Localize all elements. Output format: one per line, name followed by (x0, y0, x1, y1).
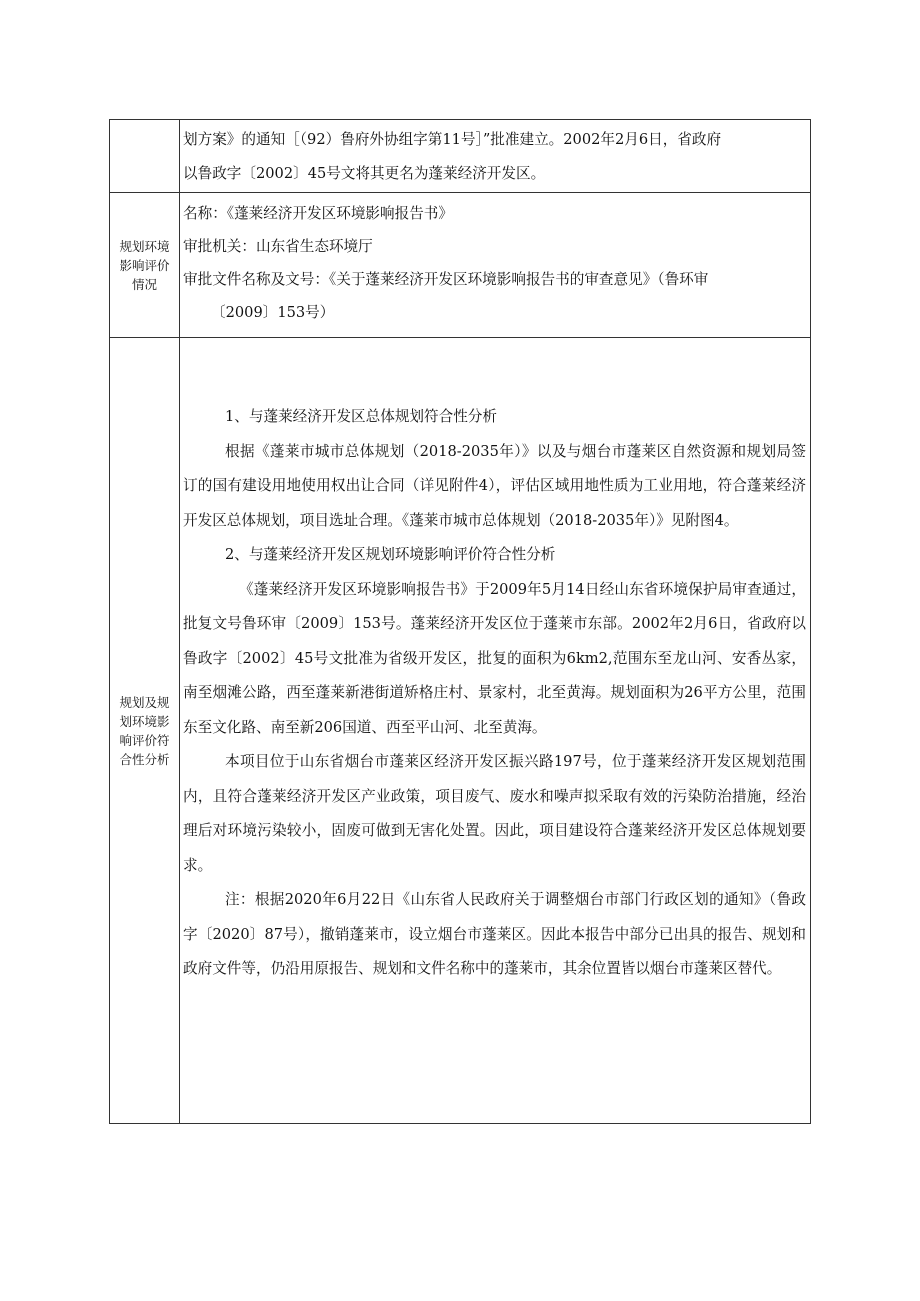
eia-approval-authority: 审批机关：山东省生态环境厅 (183, 238, 373, 255)
compliance-analysis-label: 规划及规划环境影响评价符合性分析 (110, 338, 180, 1124)
section-heading-1: 1、与蓬莱经济开发区总体规划符合性分析 (225, 408, 497, 425)
establishment-line-2: 以鲁政字〔2002〕45号文将其更名为蓬莱经济开发区。 (183, 165, 546, 182)
section-heading-2: 2、与蓬莱经济开发区规划环境影响评价符合性分析 (225, 546, 556, 563)
paragraph-master-plan: 根据《蓬莱市城市总体规划（2018-2035年）》以及与烟台市蓬莱区自然资源和规划局签订的国有建设用地使用权出让合同（详见附件4），评估区域用地性质为工业用地，符合蓬莱经济开发区总体规划，项目选址合理。《蓬莱市城市总体规划（2018-2035年）》见附图4。 (183, 442, 806, 529)
paragraph-note: 注：根据2020年6月22日《山东省人民政府关于调整烟台市部门行政区划的通知》（鲁政字〔2020〕87号），撤销蓬莱市，设立烟台市蓬莱区。因此本报告中部分已出具的报告、规划和政府文件等，仍沿用原报告、规划和文件名称中的蓬莱市，其余位置皆以烟台市蓬莱区替代。 (183, 891, 806, 977)
table-row-compliance-analysis (110, 338, 811, 1124)
compliance-analysis-content (180, 338, 811, 1124)
table-row-establishment (110, 120, 811, 193)
eia-status-content (180, 193, 811, 338)
document-table (109, 119, 811, 1124)
eia-approval-doc-line-1: 审批文件名称及文号：《关于蓬莱经济开发区环境影响报告书的审查意见》（鲁环审 (183, 271, 709, 288)
establishment-content (180, 120, 811, 193)
eia-status-label: 规划环境影响评价情况 (110, 193, 180, 338)
table-row-eia-status (110, 193, 811, 338)
establishment-line-1: 划方案》的通知［（92）鲁府外协组字第11号］”批准建立。2002年2月6日，省政府 (183, 131, 722, 148)
eia-report-name: 名称：《蓬莱经济开发区环境影响报告书》 (183, 205, 453, 222)
row-label-empty (110, 120, 180, 193)
paragraph-project-location: 本项目位于山东省烟台市蓬莱区经济开发区振兴路197号，位于蓬莱经济开发区规划范围内，且符合蓬莱经济开发区产业政策，项目废气、废水和噪声拟采取有效的污染防治措施，经治理后对环境污染较小，固废可做到无害化处置。因此，项目建设符合蓬莱经济开发区总体规划要求。 (183, 753, 806, 874)
paragraph-eia-approval: 《蓬莱经济开发区环境影响报告书》于2009年5月14日经山东省环境保护局审查通过，批复文号鲁环审〔2009〕153号。蓬莱经济开发区位于蓬莱市东部。2002年2月6日，省政府以鲁政字〔2002〕45号文批准为省级开发区，批复的面积为6km2,范围东至龙山河、安香丛家，南至烟滩公路，西至蓬莱新港街道矫格庄村、景家村，北至黄海。规划面积为26平方公里，范围东至文化路、南至新206国道、西至平山河、北至黄海。 (183, 580, 806, 736)
eia-approval-doc-line-2: 〔2009〕153号） (211, 304, 335, 321)
